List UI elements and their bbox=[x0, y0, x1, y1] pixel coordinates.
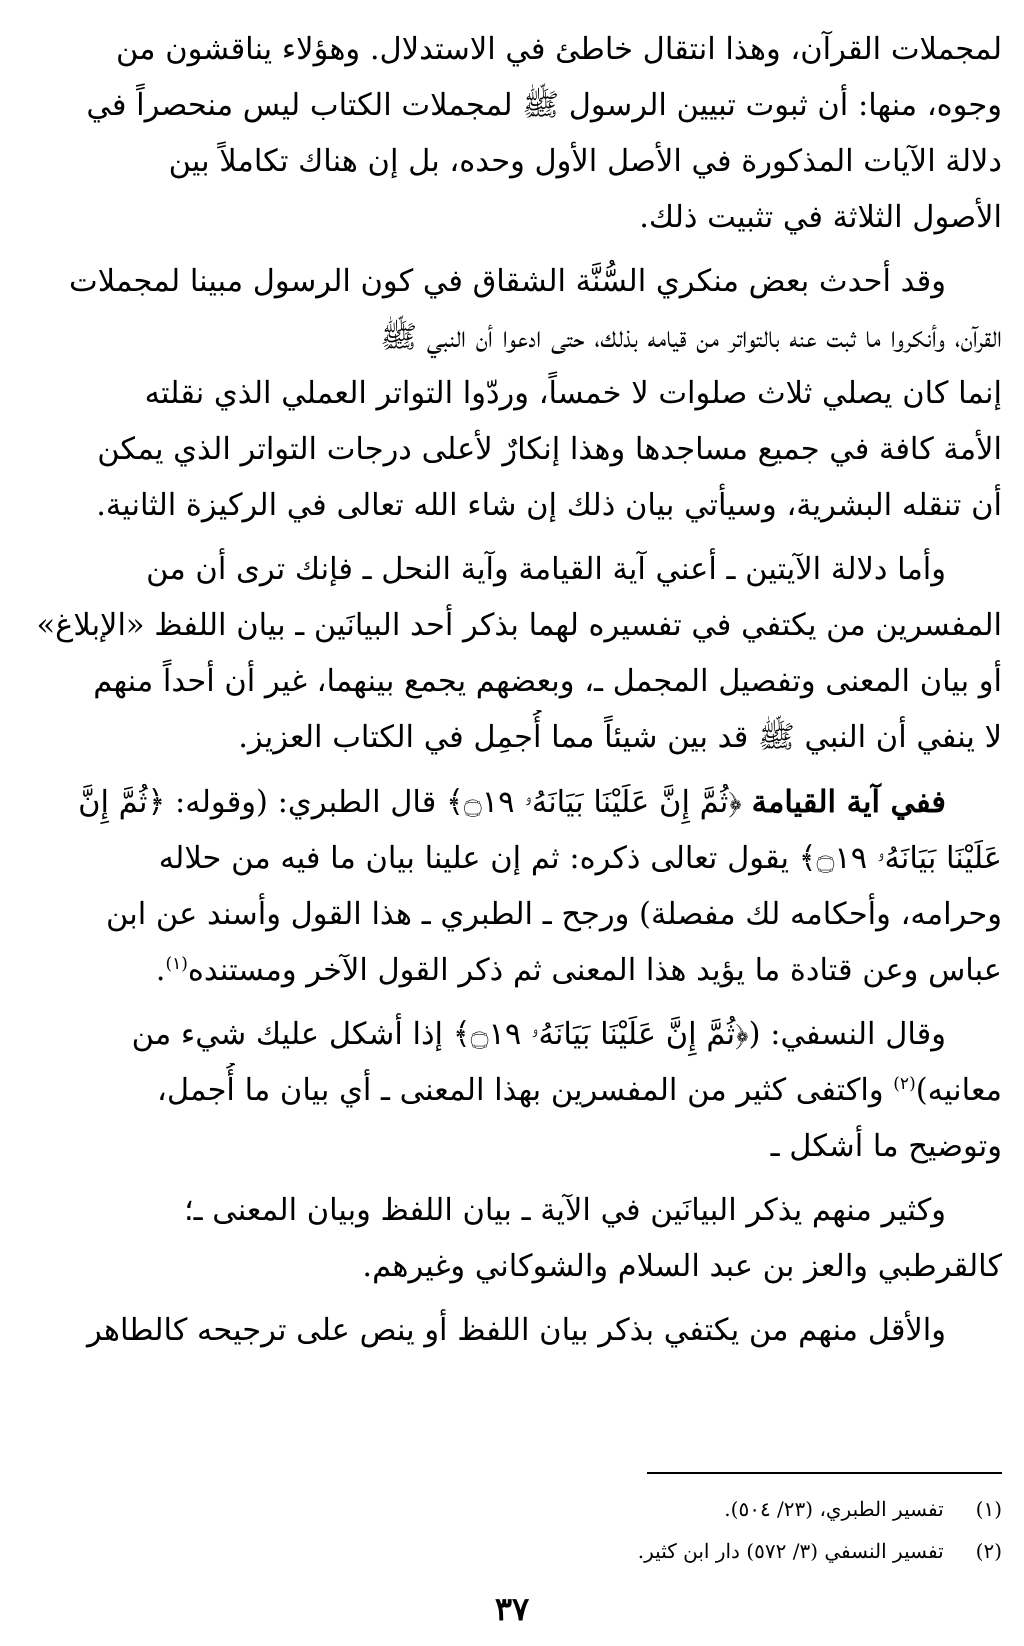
text-run: . bbox=[155, 953, 166, 988]
text-line: لا ينفي أن النبي ﷺ قد بين شيئاً مما أُجمِل في الكتاب العزيز. bbox=[238, 720, 1002, 755]
text-line: الأمة كافة في جميع مساجدها وهذا إنكارٌ لأعلى درجات التواتر الذي يمكن bbox=[97, 432, 1002, 467]
text-line: كالقرطبي والعز بن عبد السلام والشوكاني وغيرهم. bbox=[362, 1249, 1002, 1284]
paragraph-5 bbox=[22, 1007, 1002, 1175]
text-line bbox=[22, 943, 1002, 999]
text-line: عَلَيْنَا بَيَانَهُۥ ۝١٩﴾ يقول تعالى ذكره: ثم إن علينا بيان ما فيه من حلاله bbox=[158, 841, 1002, 876]
footnote-divider bbox=[647, 1472, 1002, 1474]
paragraph-2 bbox=[22, 254, 1002, 534]
paragraph-6 bbox=[22, 1183, 1002, 1295]
footnote-ref: (٢) bbox=[893, 1073, 916, 1094]
text-run: عباس وعن قتادة ما يؤيد هذا المعنى ثم ذكر القول الآخر ومستنده bbox=[187, 953, 1002, 988]
page-number: ٣٧ bbox=[494, 1590, 530, 1628]
footnote-ref: (١) bbox=[165, 953, 188, 974]
text-line bbox=[22, 1063, 1002, 1119]
text-line: وقال النسفي: (﴿ثُمَّ إِنَّ عَلَيْنَا بَيَانَهُۥ ۝١٩﴾ إذا أشكل عليك شيء من bbox=[131, 1017, 946, 1052]
footnote-number: (١) bbox=[975, 1497, 1002, 1521]
text-line: أن تنقله البشرية، وسيأتي بيان ذلك إن شاء الله تعالى في الركيزة الثانية. bbox=[96, 488, 1002, 523]
text-line: وجوه، منها: أن ثبوت تبيين الرسول ﷺ لمجملات الكتاب ليس منحصراً في bbox=[86, 88, 1002, 123]
quran-verse: ﴿ثُمَّ إِنَّ عَلَيْنَا بَيَانَهُۥ ۝١٩﴾ bbox=[446, 785, 742, 820]
text-line: الأصول الثلاثة في تثبيت ذلك. bbox=[639, 200, 1002, 235]
text-line: لمجملات القرآن، وهذا انتقال خاطئ في الاستدلال. وهؤلاء يناقشون من bbox=[115, 32, 1002, 67]
text-line: وحرامه، وأحكامه لك مفصلة) ورجح ـ الطبري ـ هذا القول وأسند عن ابن bbox=[105, 897, 1002, 932]
text-run: معانيه) bbox=[915, 1073, 1002, 1108]
main-text bbox=[22, 22, 1002, 1359]
text-line: وتوضيح ما أشكل ـ bbox=[770, 1129, 1002, 1164]
paragraph-4 bbox=[22, 774, 1002, 999]
footnote-text: تفسير الطبري، (٢٣/ ٥٠٤). bbox=[724, 1497, 944, 1521]
text-line: وأما دلالة الآيتين ـ أعني آية القيامة وآية النحل ـ فإنك ترى أن من bbox=[146, 552, 946, 587]
footnotes bbox=[22, 1488, 1002, 1572]
paragraph-1 bbox=[22, 22, 1002, 246]
text-line: إنما كان يصلي ثلاث صلوات لا خمساً، وردّوا التواتر العملي الذي نقلته bbox=[144, 376, 1002, 411]
paragraph-7 bbox=[22, 1303, 1002, 1359]
footnote bbox=[22, 1488, 1002, 1530]
text-run: واكتفى كثير من المفسرين بهذا المعنى ـ أي بيان ما أُجمل، bbox=[157, 1073, 894, 1108]
section-lead: ففي آية القيامة bbox=[751, 784, 946, 820]
footnote-text: تفسير النسفي (٣/ ٥٧٢) دار ابن كثير. bbox=[637, 1539, 944, 1563]
text-line: وكثير منهم يذكر البيانَين في الآية ـ بيان اللفظ وبيان المعنى ـ؛ bbox=[183, 1193, 946, 1228]
text-line: وقد أحدث بعض منكري السُّنَّة الشقاق في كون الرسول مبينا لمجملات bbox=[68, 264, 946, 299]
footnote bbox=[22, 1530, 1002, 1572]
footnote-number: (٢) bbox=[975, 1539, 1002, 1563]
text-line: والأقل منهم من يكتفي بذكر بيان اللفظ أو ينص على ترجيحه كالطاهر bbox=[87, 1313, 946, 1348]
text-line: دلالة الآيات المذكورة في الأصل الأول وحده، بل إن هناك تكاملاً بين bbox=[168, 144, 1002, 179]
text-line: أو بيان المعنى وتفصيل المجمل ـ، وبعضهم يجمع بينهما، غير أن أحداً منهم bbox=[93, 664, 1002, 699]
text-line: المفسرين من يكتفي في تفسيره لهما بذكر أحد البيانَين ـ بيان اللفظ «الإبلاغ» bbox=[36, 608, 1002, 643]
text-run: قال الطبري: (وقوله: ﴿ثُمَّ إِنَّ bbox=[78, 785, 437, 820]
text-line: القرآن، وأنكروا ما ثبت عنه بالتواتر من قيامه بذلك، حتى ادعوا أن النبي ﷺ bbox=[380, 320, 1002, 355]
text-line bbox=[22, 774, 1002, 831]
paragraph-3 bbox=[22, 542, 1002, 766]
